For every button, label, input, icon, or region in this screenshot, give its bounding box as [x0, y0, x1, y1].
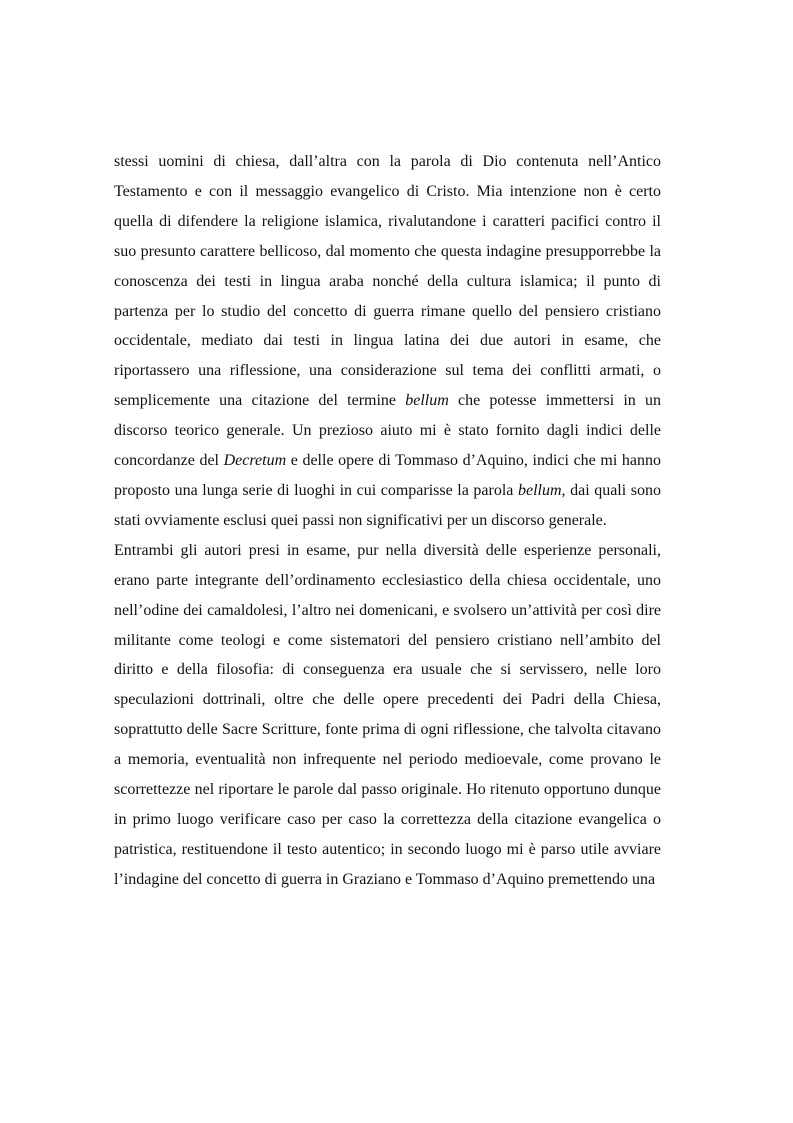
body-text [114, 147, 661, 895]
italic-term-bellum: bellum [405, 392, 449, 410]
text-run: e delle opere di Tommaso d’Aquino, indici che mi hanno proposto una lunga serie di luoghi in cui comparisse la parola [114, 452, 662, 499]
paragraph: Entrambi gli autori presi in esame, pur nella diversità delle esperienze personali, erano parte integrante dell’ordinamento ecclesiastico della chiesa occidentale, uno nell’odine dei camaldolesi, l’altro nei domenicani, e svolsero un’attività per così dire militante come teologi e come sistematori del pensiero cristiano nell’ambito del diritto e della filosofia: di conseguenza era usuale che si servissero, nelle loro speculazioni dottrinali, oltre che delle opere precedenti dei Padri della Chiesa, soprattutto delle Sacre Scritture, fonte prima di ogni riflessione, che talvolta citavano a memoria, eventualità non infrequente nel periodo medioevale, come provano le scorrettezze nel riportare le parole dal passo originale. Ho ritenuto opportuno dunque in primo luogo verificare caso per caso la correttezza della citazione evangelica o patristica, restituendone il testo autentico; in secondo luogo mi è parso utile avviare l’indagine del concetto di guerra in Graziano e Tommaso d’Aquino premettendo una [114, 541, 661, 888]
text-run: che potesse immettersi in un discorso teorico generale. Un prezioso aiuto mi è stato fornito dagli indici delle concordanze del [114, 392, 662, 470]
paragraph [114, 147, 661, 536]
italic-term-decretum: Decretum [223, 452, 287, 470]
italic-term-bellum: bellum [517, 481, 562, 499]
text-run: , dai quali sono stati ovviamente esclusi quei passi non significativi per un discorso generale. [114, 481, 661, 529]
text-run: stessi uomini di chiesa, dall’altra con la parola di Dio contenuta nell’Antico Testamento e con il messaggio evangelico di Cristo. Mia intenzione non è certo quella di difendere la religione islamica, rivalutandone i caratteri pacifici contro il suo presunto carattere bellicoso, dal momento che questa indagine presupporrebbe la conoscenza dei testi in lingua araba nonché della cultura islamica; il punto di partenza per lo studio del concetto di guerra rimane quello del pensiero cristiano occidentale, mediato dai testi in lingua latina dei due autori in esame, che riportassero una riflessione, una considerazione sul tema dei conflitti armati, o semplicemente una citazione del termine [114, 153, 661, 410]
